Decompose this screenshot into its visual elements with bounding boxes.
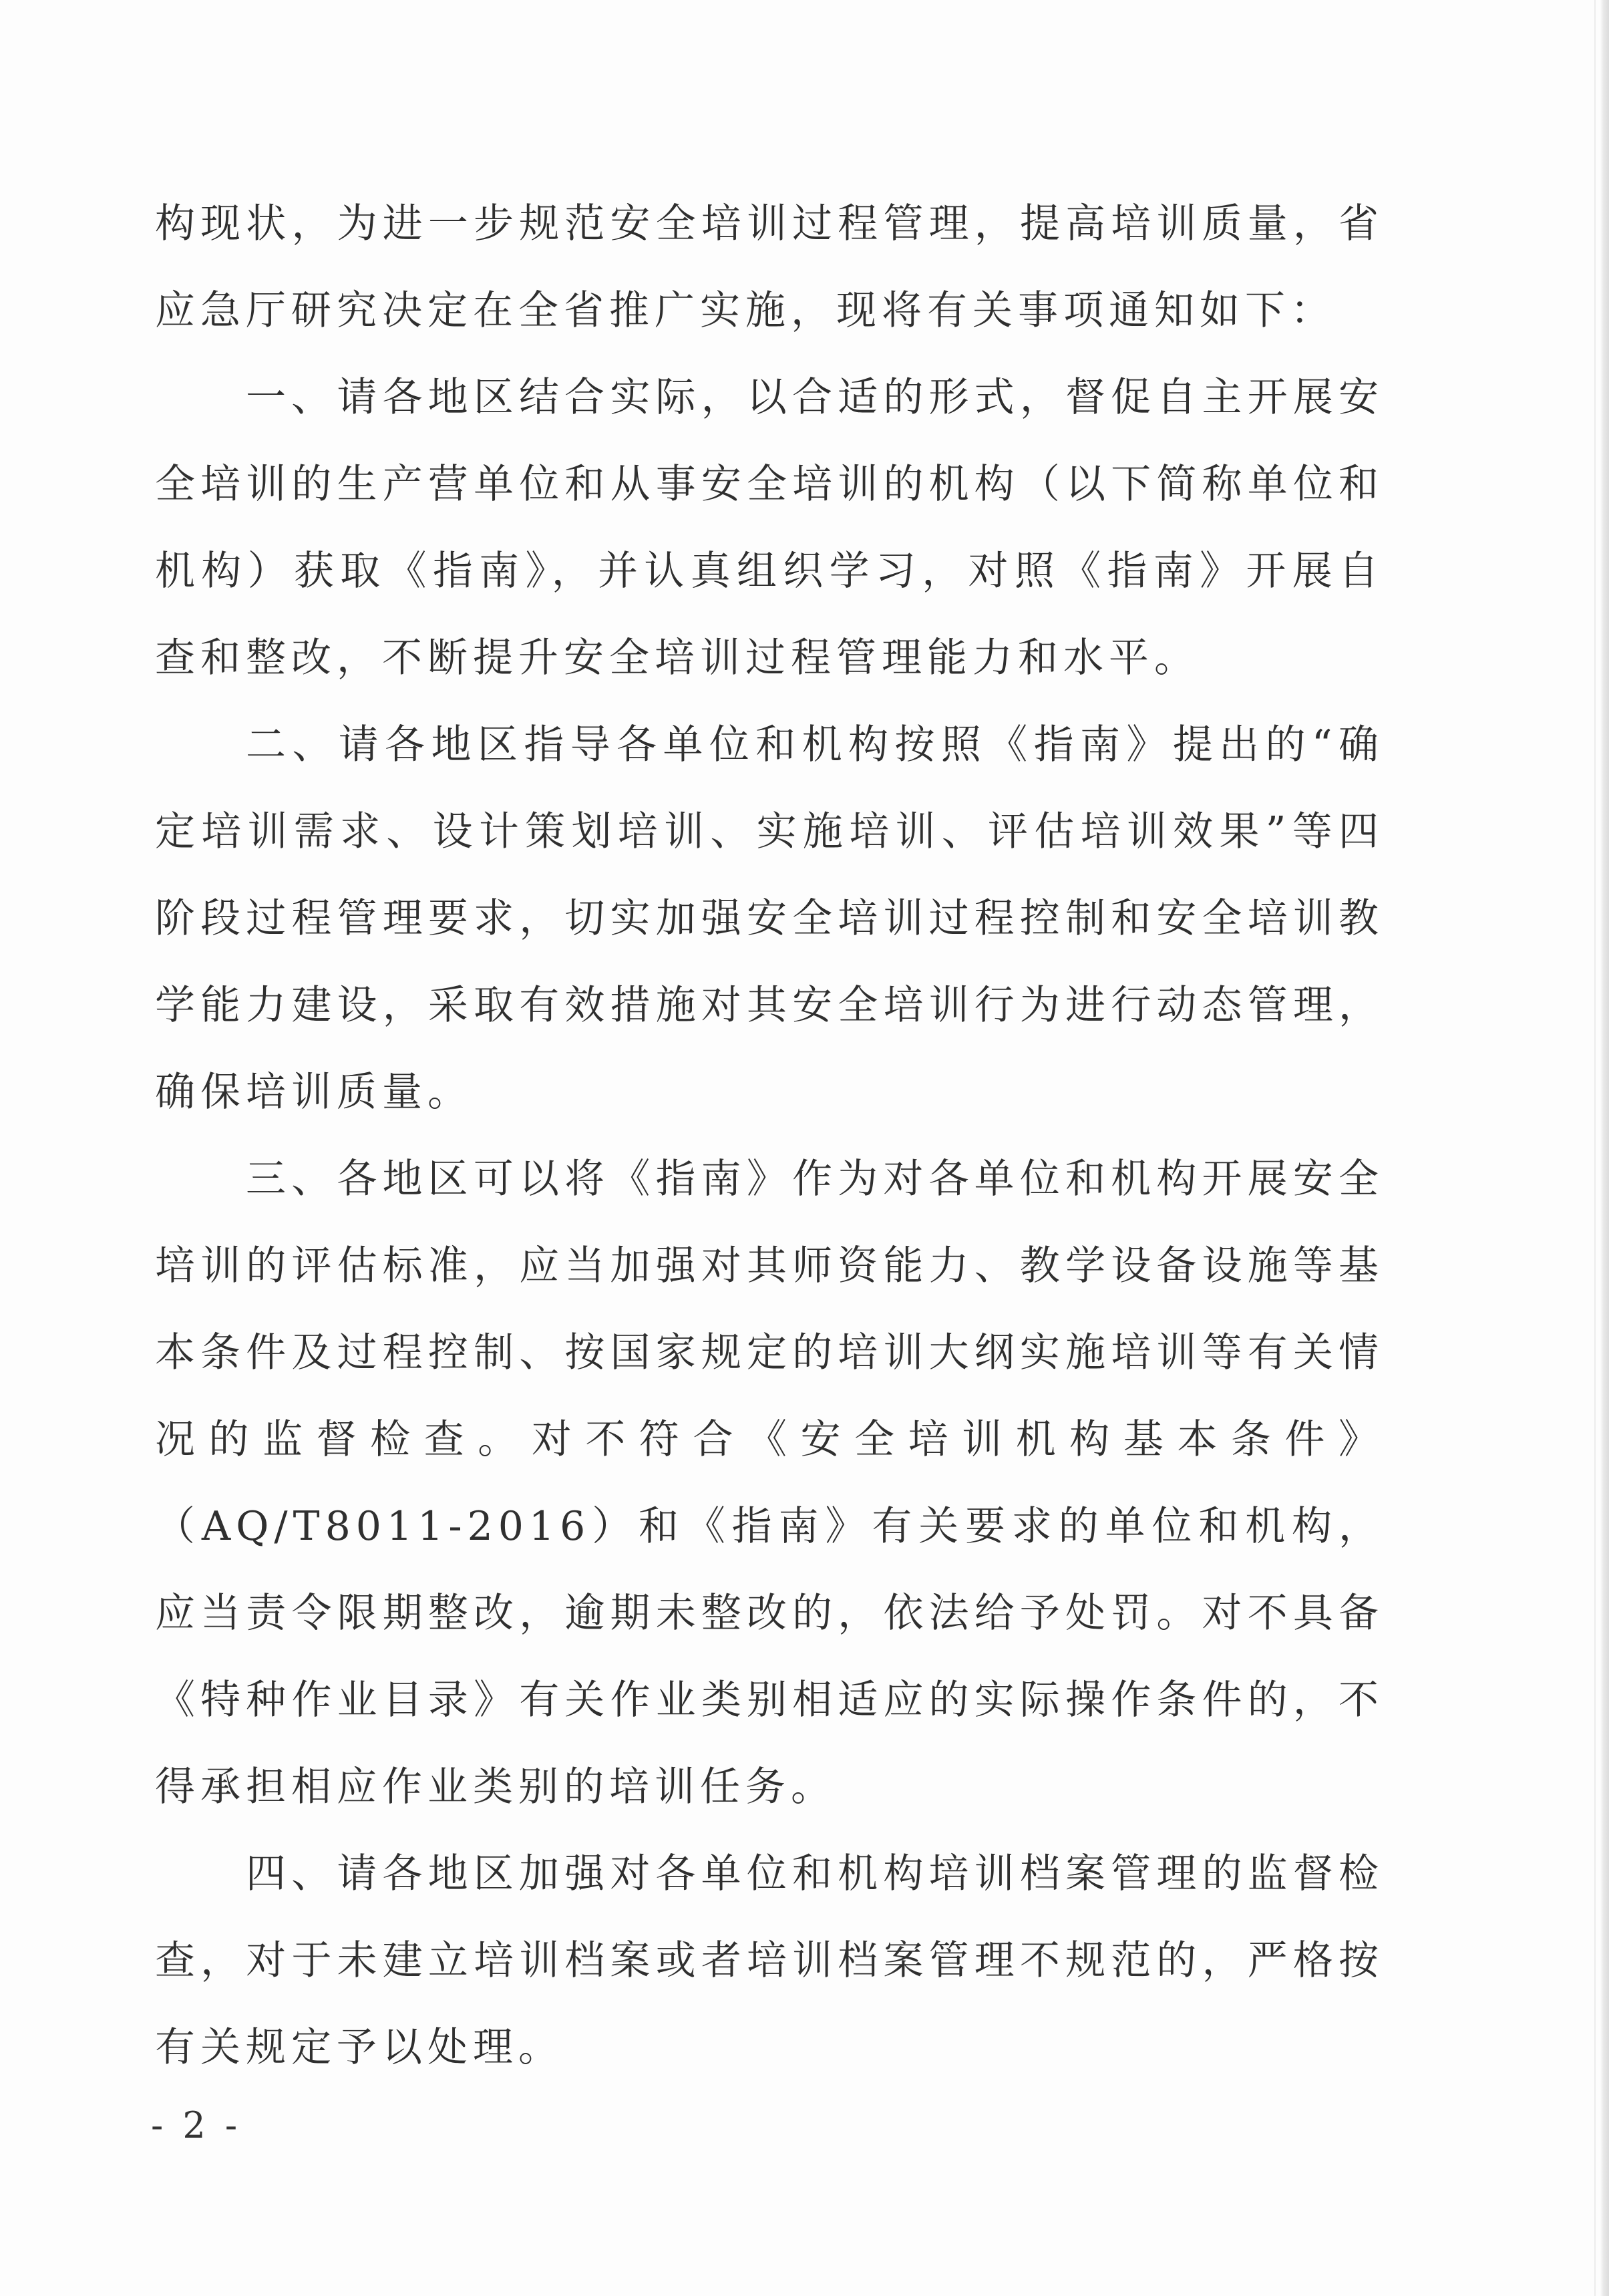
paragraph-item-4: 四、请各地区加强对各单位和机构培训档案管理的监督检查，对于未建立培训档案或者培训档案管理不规范的，严格按有关规定予以处理。 bbox=[155, 1850, 1384, 2071]
paragraph-continuation: 构现状，为进一步规范安全培训过程管理，提高培训质量，省应急厅研究决定在全省推广实施，现将有关事项通知如下： bbox=[155, 200, 1384, 334]
scan-edge-shadow bbox=[1600, 0, 1609, 2296]
paragraph-item-3: 三、各地区可以将《指南》作为对各单位和机构开展安全培训的评估标准，应当加强对其师资能力、教学设备设施等基本条件及过程控制、按国家规定的培训大纲实施培训等有关情况的监督检查。对不符合《安全培训机构基本条件》（AQ/T8011-2016）和《指南》有关要求的单位和机构，应当责令限期整改，逾期未整改的，依法给予处罚。对不具备《特种作业目录》有关作业类别相适应的实际操作条件的，不得承担相应作业类别的培训任务。 bbox=[155, 1156, 1384, 1810]
document-body bbox=[155, 180, 1384, 2091]
scan-fold-line bbox=[1594, 0, 1596, 2296]
paragraph-item-1: 一、请各地区结合实际，以合适的形式，督促自主开展安全培训的生产营单位和从事安全培训的机构（以下简称单位和机构）获取《指南》，并认真组织学习，对照《指南》开展自查和整改，不断提升安全培训过程管理能力和水平。 bbox=[155, 374, 1384, 681]
paragraph-item-2: 二、请各地区指导各单位和机构按照《指南》提出的“确定培训需求、设计策划培训、实施培训、评估培训效果”等四阶段过程管理要求，切实加强安全培训过程控制和安全培训教学能力建设，采取有效措施对其安全培训行为进行动态管理，确保培训质量。 bbox=[155, 721, 1384, 1116]
page-number: - 2 - bbox=[151, 2104, 242, 2146]
